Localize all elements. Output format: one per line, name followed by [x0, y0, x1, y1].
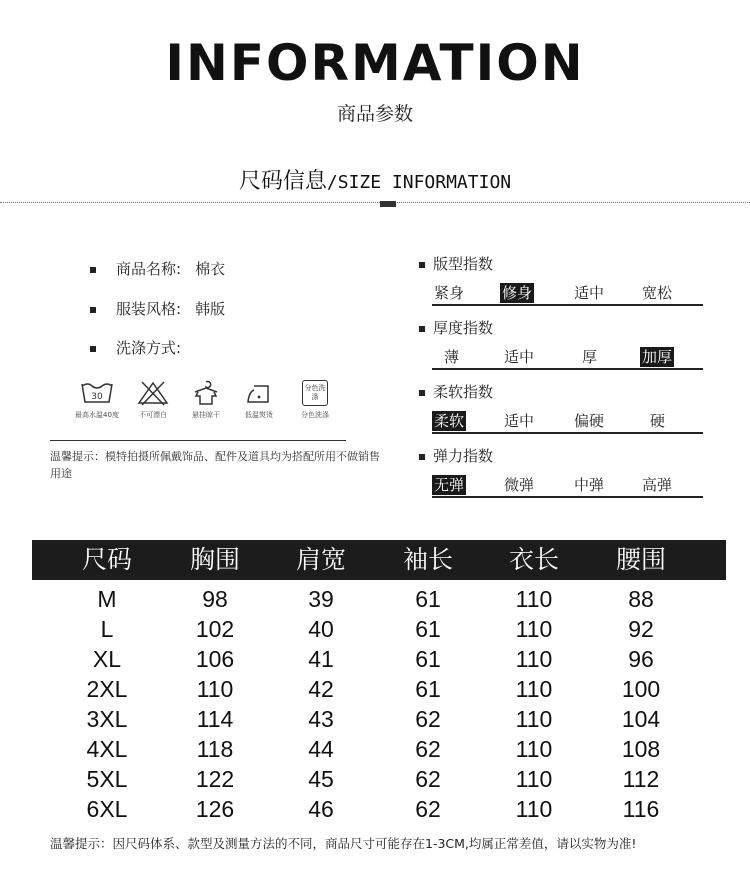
- table-cell: 126: [195, 796, 235, 822]
- divider-marker: [380, 201, 396, 207]
- index-option: 中弹: [574, 476, 605, 494]
- fit-index-scale: [432, 282, 703, 306]
- separate-wash-icon: 分色洗涤: [302, 380, 328, 406]
- table-cell: 39: [308, 586, 334, 612]
- table-cell: 102: [195, 616, 235, 642]
- size-heading-en: /SIZE INFORMATION: [326, 172, 512, 193]
- table-cell: 42: [308, 676, 334, 702]
- index-option-selected: 无弹: [434, 476, 465, 494]
- index-option-selected: 修身: [502, 284, 533, 302]
- table-cell: 96: [628, 646, 654, 672]
- table-cell: 62: [415, 796, 441, 822]
- table-cell: 44: [308, 736, 334, 762]
- table-cell: 110: [515, 736, 553, 762]
- model-accessory-note: 温馨提示：模特拍摄所佩戴饰品、配件及道具均为搭配所用不做销售用途: [50, 450, 380, 480]
- wash-caption: 低温熨烫: [245, 411, 273, 419]
- index-option: 紧身: [434, 284, 465, 302]
- table-cell: 118: [196, 736, 234, 762]
- size-heading-cn: 尺码信息: [238, 169, 327, 194]
- size-label-cell: 3XL: [86, 706, 128, 732]
- table-header-cell: 腰围: [615, 545, 666, 574]
- table-cell: 100: [621, 676, 661, 702]
- wash-caption: 悬挂晾干: [192, 411, 220, 419]
- table-header-cell: 胸围: [189, 545, 240, 574]
- table-row: [32, 734, 726, 764]
- table-row: [32, 704, 726, 734]
- size-label-cell: M: [97, 586, 117, 612]
- size-label-cell: XL: [92, 646, 122, 672]
- table-header-cell: 肩宽: [295, 545, 346, 574]
- table-cell: 61: [415, 676, 441, 702]
- bullet-icon: [419, 454, 425, 460]
- table-row: [32, 644, 726, 674]
- info-row-product-name: [90, 258, 225, 279]
- table-cell: 98: [202, 586, 228, 612]
- page-title: INFORMATION: [165, 34, 585, 92]
- table-cell: 114: [196, 706, 234, 732]
- table-cell: 110: [515, 706, 553, 732]
- bullet-icon: [419, 262, 425, 268]
- index-option: 硬: [650, 412, 666, 430]
- table-cell: 110: [515, 676, 553, 702]
- table-cell: 61: [415, 646, 441, 672]
- bullet-icon: [90, 346, 96, 352]
- bullet-icon: [90, 267, 96, 273]
- wash-divider: [50, 440, 346, 441]
- table-cell: 106: [195, 646, 235, 672]
- table-cell: 88: [628, 586, 654, 612]
- table-cell: 40: [308, 616, 334, 642]
- hang-dry-icon: [189, 380, 223, 406]
- index-option: 适中: [504, 348, 535, 366]
- index-option: 薄: [444, 348, 460, 366]
- table-cell: 46: [308, 796, 334, 822]
- info-label: 洗涤方式:: [116, 339, 182, 357]
- softness-index-scale: [432, 410, 703, 434]
- bullet-icon: [90, 307, 96, 313]
- table-cell: 92: [628, 616, 654, 642]
- size-label-cell: 5XL: [86, 766, 128, 792]
- table-header-cell: 袖长: [402, 545, 453, 574]
- table-cell: 108: [621, 736, 661, 762]
- index-title-text: 厚度指数: [433, 319, 494, 337]
- table-row: [32, 584, 726, 614]
- size-label-cell: 6XL: [86, 796, 128, 822]
- table-row: [32, 764, 726, 794]
- dotted-divider: [0, 202, 750, 203]
- table-cell: 110: [196, 676, 234, 702]
- table-cell: 110: [515, 616, 553, 642]
- elasticity-index-scale: [432, 474, 703, 498]
- wash-caption: 不可漂白: [139, 411, 167, 419]
- info-value: 棉衣: [195, 260, 226, 278]
- index-option: 偏硬: [574, 412, 605, 430]
- table-cell: 61: [415, 616, 441, 642]
- table-cell: 110: [515, 586, 553, 612]
- info-label: 商品名称:: [116, 260, 182, 278]
- size-label-cell: 4XL: [86, 736, 128, 762]
- table-cell: 116: [622, 796, 660, 822]
- wash-caption: 最高水温40度: [75, 411, 119, 419]
- size-disclaimer-note: 温馨提示：因尺码体系、款型及测量方法的不同，商品尺寸可能存在1-3CM,均属正常差值，请以实物为准!: [50, 836, 637, 851]
- size-table-header: [32, 540, 726, 580]
- index-option: 微弹: [504, 476, 535, 494]
- table-cell: 45: [308, 766, 334, 792]
- thickness-index-scale: [432, 346, 703, 370]
- index-option: 宽松: [642, 284, 673, 302]
- info-row-style: [90, 298, 225, 319]
- index-title-text: 弹力指数: [433, 447, 494, 465]
- bullet-icon: [419, 390, 425, 396]
- index-option-selected: 加厚: [642, 348, 673, 366]
- size-information-heading: [0, 164, 750, 195]
- info-label: 服装风格:: [116, 300, 182, 318]
- wash-icon-item: [280, 380, 350, 420]
- table-cell: 110: [515, 646, 553, 672]
- table-cell: 41: [308, 646, 334, 672]
- wash-temp-label: 30: [91, 392, 103, 402]
- index-option-selected: 柔软: [434, 412, 465, 430]
- index-option: 适中: [504, 412, 535, 430]
- no-bleach-icon: [136, 380, 170, 406]
- index-title-text: 柔软指数: [433, 383, 494, 401]
- table-cell: 62: [415, 736, 441, 762]
- index-option: 适中: [574, 284, 605, 302]
- table-cell: 112: [622, 766, 660, 792]
- index-title-text: 版型指数: [433, 255, 494, 273]
- table-header-cell: 尺码: [81, 545, 132, 574]
- table-row: [32, 614, 726, 644]
- table-cell: 43: [308, 706, 334, 732]
- index-option: 厚: [582, 348, 598, 366]
- table-cell: 62: [415, 706, 441, 732]
- table-row: [32, 674, 726, 704]
- page-subtitle: 商品参数: [336, 103, 413, 125]
- table-header-cell: 衣长: [508, 545, 559, 574]
- wash-caption: 分色洗涤: [301, 411, 329, 419]
- table-cell: 110: [515, 796, 553, 822]
- table-cell: 104: [621, 706, 661, 732]
- info-value: 韩版: [195, 300, 226, 318]
- index-option: 高弹: [642, 476, 673, 494]
- table-cell: 122: [195, 766, 235, 792]
- bullet-icon: [419, 326, 425, 332]
- table-cell: 62: [415, 766, 441, 792]
- size-label-cell: L: [100, 616, 114, 642]
- thickness-index-title: [419, 317, 493, 338]
- softness-index-title: [419, 381, 493, 402]
- wash-30-icon: [80, 380, 114, 406]
- table-cell: 61: [415, 586, 441, 612]
- elasticity-index-title: [419, 445, 493, 466]
- fit-index-title: [419, 253, 493, 274]
- table-row: [32, 794, 726, 824]
- low-iron-icon: [242, 380, 276, 406]
- size-label-cell: 2XL: [86, 676, 128, 702]
- table-cell: 110: [515, 766, 553, 792]
- info-row-wash-method: [90, 337, 195, 358]
